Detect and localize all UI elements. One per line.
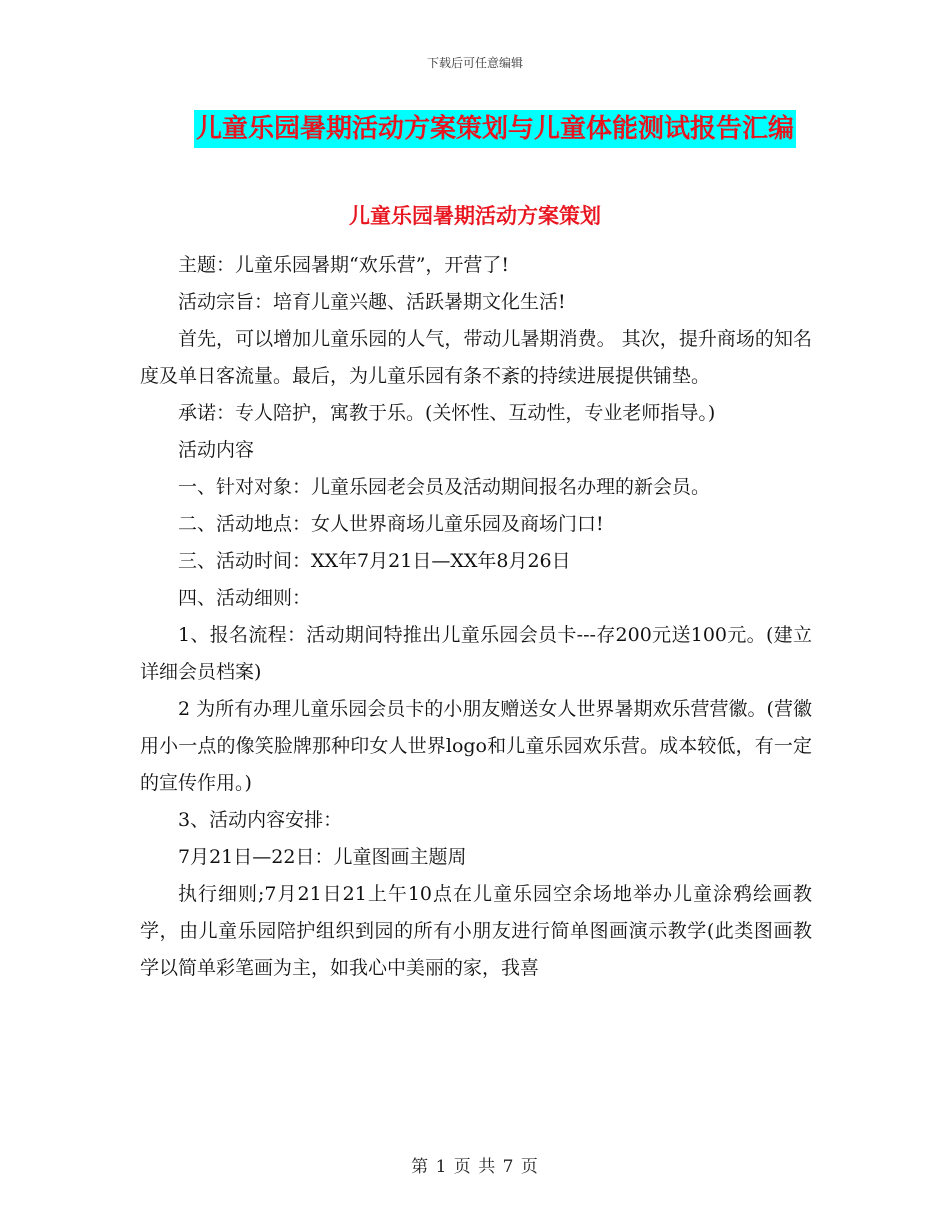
paragraph-content-heading: 活动内容 <box>178 439 255 461</box>
page-header-note: 下载后可任意编辑 <box>426 56 523 70</box>
paragraph-promise: 承诺：专人陪护，寓教于乐。(关怀性、互动性，专业老师指导。) <box>178 402 716 424</box>
paragraph-benefits: 首先，可以增加儿童乐园的人气，带动儿暑期消费。 其次，提升商场的知名度及单日客流量。最后，为儿童乐园有条不紊的持续进展提供铺垫。 <box>140 328 812 387</box>
document-title: 儿童乐园暑期活动方案策划与儿童体能测试报告汇编 <box>194 110 796 148</box>
paragraph-location: 二、活动地点：女人世界商场儿童乐园及商场门口! <box>178 513 604 535</box>
paragraph-registration: 1、报名流程：活动期间特推出儿童乐园会员卡---存200元送100元。(建立详细会员档案) <box>140 624 812 683</box>
paragraph-target: 一、针对对象：儿童乐园老会员及活动期间报名办理的新会员。 <box>178 476 711 498</box>
paragraph-badge: 2 为所有办理儿童乐园会员卡的小朋友赠送女人世界暑期欢乐营营徽。(营徽用小一点的像笑脸牌那种印女人世界logo和儿童乐园欢乐营。成本较低，有一定的宣传作用。) <box>140 698 812 794</box>
document-body <box>140 247 812 987</box>
section-title: 儿童乐园暑期活动方案策划 <box>349 204 601 228</box>
paragraph-purpose: 活动宗旨：培育儿童兴趣、活跃暑期文化生活! <box>178 291 566 313</box>
paragraph-theme: 主题：儿童乐园暑期“欢乐营”，开营了! <box>178 254 510 276</box>
paragraph-execution: 执行细则;7月21日21上午10点在儿童乐园空余场地举办儿童涂鸦绘画教学，由儿童乐园陪护组织到园的所有小朋友进行简单图画演示教学(此类图画教学以简单彩笔画为主，如我心中美丽的家，我喜 <box>140 883 812 979</box>
paragraph-drawing-week: 7月21日—22日：儿童图画主题周 <box>178 846 467 868</box>
paragraph-schedule-heading: 3、活动内容安排： <box>178 809 343 831</box>
paragraph-time: 三、活动时间：XX年7月21日—XX年8月26日 <box>178 550 571 572</box>
paragraph-rules-heading: 四、活动细则： <box>178 587 312 609</box>
page-number: 第 1 页 共 7 页 <box>411 1157 539 1177</box>
